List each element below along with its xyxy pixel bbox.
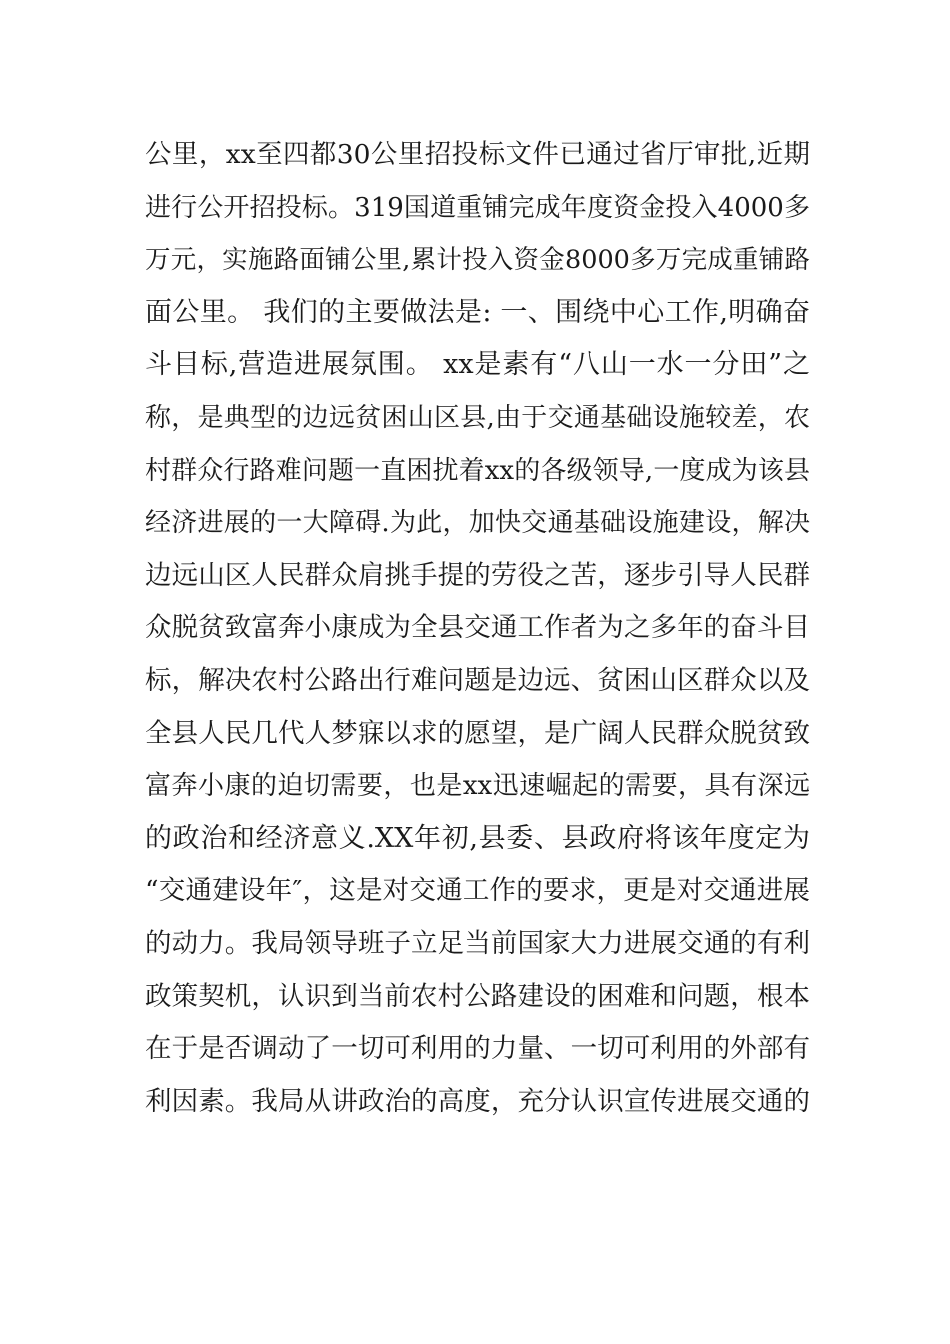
text-line: 村群众行路难问题一直困扰着xx的各级领导,一度成为该县 — [145, 455, 810, 486]
text-line: 称，是典型的边远贫困山区县,由于交通基础设施较差，农 — [145, 402, 810, 433]
text-line: 标，解决农村公路出行难问题是边远、贫困山区群众以及 — [145, 664, 810, 696]
text-line: 全县人民几代人梦寐以求的愿望，是广阔人民群众脱贫致 — [145, 717, 810, 749]
text-line: 万元，实施路面铺公里,累计投入资金8000多万完成重铺路 — [145, 245, 810, 276]
text-line: 利因素。我局从讲政治的高度，充分认识宣传进展交通的 — [145, 1085, 810, 1117]
text-line: “交通建设年″，这是对交通工作的要求，更是对交通进展 — [145, 875, 810, 907]
text-line: 众脱贫致富奔小康成为全县交通工作者为之多年的奋斗目 — [145, 612, 810, 644]
text-line: 的动力。我局领导班子立足当前国家大力进展交通的有利 — [145, 927, 810, 959]
text-line: 在于是否调动了一切可利用的力量、一切可利用的外部有 — [145, 1033, 810, 1065]
text-line: 经济进展的一大障碍.为此，加快交通基础设施建设，解决 — [145, 508, 810, 539]
text-line: 面公里。 我们的主要做法是: 一、围绕中心工作,明确奋 — [145, 296, 810, 328]
text-line: 富奔小康的迫切需要，也是xx迅速崛起的需要，具有深远 — [145, 771, 810, 802]
body-text — [145, 129, 810, 1128]
text-line: 公里，xx至四都30公里招投标文件已通过省厅审批,近期 — [145, 139, 810, 170]
text-line: 进行公开招投标。319国道重铺完成年度资金投入4000多 — [145, 192, 810, 223]
text-line: 的政治和经济意义.XX年初,县委、县政府将该年度定为 — [145, 822, 810, 854]
text-line: 政策契机，认识到当前农村公路建设的困难和问题，根本 — [145, 980, 810, 1012]
text-line: 斗目标,营造进展氛围。 xx是素有“八山一水一分田”之 — [145, 349, 810, 381]
text-line: 边远山区人民群众肩挑手提的劳役之苦，逐步引导人民群 — [145, 559, 810, 591]
